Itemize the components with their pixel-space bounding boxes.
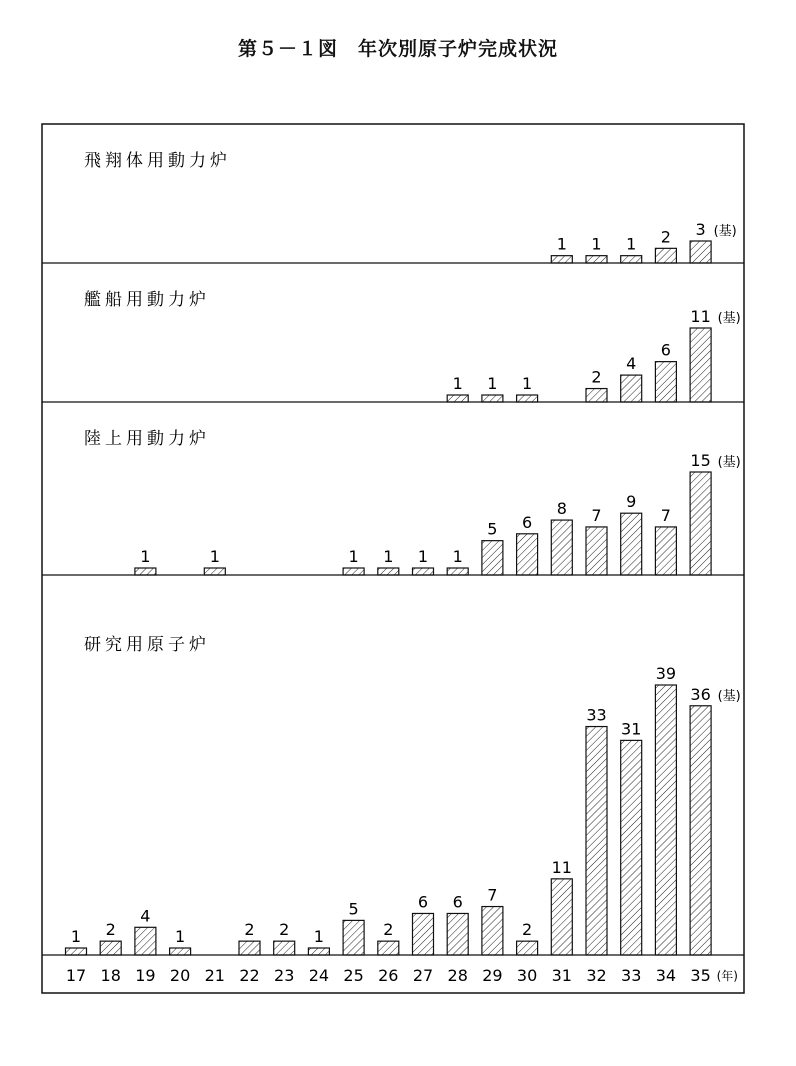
- bar-value-label: 1: [175, 927, 186, 946]
- bar-value-label: 39: [655, 664, 677, 683]
- bar-27: [413, 913, 434, 955]
- x-tick-label: 29: [482, 966, 503, 985]
- bar-29: [482, 395, 503, 402]
- bar-value-label: 1: [522, 374, 533, 393]
- unit-label: (基): [717, 311, 741, 326]
- bar-25: [343, 568, 364, 575]
- bar-31: [551, 520, 572, 575]
- bar-value-label: 5: [487, 519, 498, 539]
- bar-28: [447, 395, 468, 402]
- bar-30: [517, 395, 538, 402]
- bar-17: [66, 948, 87, 955]
- bar-value-label: 6: [522, 512, 533, 532]
- bar-33: [621, 740, 642, 955]
- bar-35: [690, 472, 711, 575]
- x-tick-label: 17: [65, 966, 87, 985]
- x-tick-label: 23: [274, 966, 295, 985]
- bar-value-label: 8: [556, 499, 567, 519]
- bar-value-label: 1: [487, 374, 498, 393]
- bar-30: [517, 534, 538, 575]
- bar-20: [170, 948, 191, 955]
- bar-34: [655, 527, 676, 575]
- bar-33: [621, 513, 642, 575]
- bar-30: [517, 941, 538, 955]
- unit-label: (基): [717, 688, 741, 704]
- bar-32: [586, 727, 607, 955]
- bar-24: [308, 948, 329, 955]
- panel-3: [42, 428, 744, 575]
- bar-value-label: 4: [140, 906, 151, 926]
- bar-35: [690, 328, 711, 402]
- panel-1: [42, 151, 744, 263]
- x-tick-label: 22: [239, 966, 260, 985]
- bar-value-label: 1: [70, 927, 82, 946]
- bar-value-label: 1: [383, 547, 394, 566]
- panel-title: 飛翔体用動力炉: [84, 151, 231, 171]
- x-tick-label: 30: [516, 966, 538, 985]
- bar-33: [621, 375, 642, 402]
- bar-19: [135, 927, 156, 955]
- bar-value-label: 2: [279, 920, 290, 940]
- bar-35: [690, 241, 711, 263]
- bar-value-label: 6: [452, 892, 463, 912]
- unit-label: (基): [717, 455, 741, 470]
- x-tick-label: 19: [135, 966, 156, 985]
- bar-value-label: 7: [591, 505, 602, 525]
- bar-value-label: 1: [452, 547, 463, 566]
- unit-label: (基): [713, 224, 737, 239]
- x-tick-label: 27: [412, 966, 434, 985]
- bar-value-label: 1: [140, 547, 151, 566]
- bar-value-label: 36: [690, 684, 711, 704]
- x-tick-label: 33: [621, 966, 642, 985]
- bar-32: [586, 527, 607, 575]
- bar-value-label: 1: [313, 927, 324, 946]
- x-tick-label: 26: [378, 966, 399, 985]
- bar-21: [204, 568, 225, 575]
- bar-23: [274, 941, 295, 955]
- bar-32: [586, 256, 607, 263]
- bar-25: [343, 920, 364, 955]
- figure-title: 第５－１図 年次別原子炉完成状況: [237, 38, 558, 60]
- bar-value-label: 1: [626, 234, 637, 254]
- bar-32: [586, 389, 607, 402]
- bar-34: [655, 685, 676, 955]
- bar-value-label: 2: [660, 227, 671, 247]
- bar-value-label: 1: [417, 547, 429, 566]
- x-tick-label: 35: [690, 966, 711, 985]
- x-tick-label: 25: [343, 966, 364, 985]
- bar-value-label: 2: [591, 367, 602, 387]
- bar-29: [482, 541, 503, 575]
- bar-value-label: 7: [660, 505, 671, 525]
- bar-value-label: 1: [452, 374, 463, 393]
- bar-26: [378, 568, 399, 575]
- bar-value-label: 1: [348, 547, 359, 566]
- bar-22: [239, 941, 260, 955]
- bar-value-label: 2: [244, 920, 255, 940]
- bar-value-label: 1: [209, 547, 220, 566]
- bar-value-label: 6: [417, 892, 429, 912]
- panel-title: 研究用原子炉: [84, 635, 210, 655]
- bar-31: [551, 256, 572, 263]
- bar-27: [413, 568, 434, 575]
- x-tick-label: 21: [204, 966, 225, 985]
- x-axis-unit: (年): [716, 969, 738, 983]
- bar-value-label: 15: [690, 451, 711, 470]
- panel-title: 陸上用動力炉: [84, 429, 210, 449]
- bar-value-label: 6: [660, 340, 671, 360]
- bar-34: [655, 362, 676, 402]
- bar-value-label: 1: [591, 234, 602, 254]
- bar-value-label: 3: [695, 220, 706, 239]
- panel-title: 艦船用動力炉: [84, 290, 210, 310]
- bar-19: [135, 568, 156, 575]
- x-tick-label: 31: [551, 966, 572, 985]
- bar-value-label: 7: [487, 885, 498, 905]
- bar-value-label: 31: [621, 719, 642, 739]
- bar-35: [690, 706, 711, 955]
- x-tick-label: 34: [655, 966, 677, 985]
- bar-value-label: 33: [586, 705, 607, 725]
- bar-29: [482, 907, 503, 955]
- bar-28: [447, 913, 468, 955]
- bar-26: [378, 941, 399, 955]
- bar-28: [447, 568, 468, 575]
- x-tick-label: 32: [586, 966, 607, 985]
- bar-value-label: 1: [556, 234, 567, 254]
- bar-value-label: 2: [383, 920, 394, 940]
- bar-33: [621, 256, 642, 263]
- x-tick-label: 18: [100, 966, 121, 985]
- x-tick-label: 20: [169, 966, 191, 985]
- bar-value-label: 2: [105, 920, 116, 940]
- bar-31: [551, 879, 572, 955]
- bar-value-label: 11: [551, 857, 572, 877]
- bar-34: [655, 248, 676, 263]
- bar-value-label: 5: [348, 899, 359, 919]
- x-tick-label: 28: [447, 966, 468, 985]
- x-tick-label: 24: [308, 966, 330, 985]
- bar-value-label: 11: [690, 307, 711, 326]
- bar-value-label: 2: [522, 920, 533, 940]
- bar-value-label: 4: [626, 354, 637, 374]
- panel-4: [42, 635, 744, 955]
- panel-2: [42, 290, 744, 402]
- bar-18: [100, 941, 121, 955]
- bar-value-label: 9: [626, 492, 637, 512]
